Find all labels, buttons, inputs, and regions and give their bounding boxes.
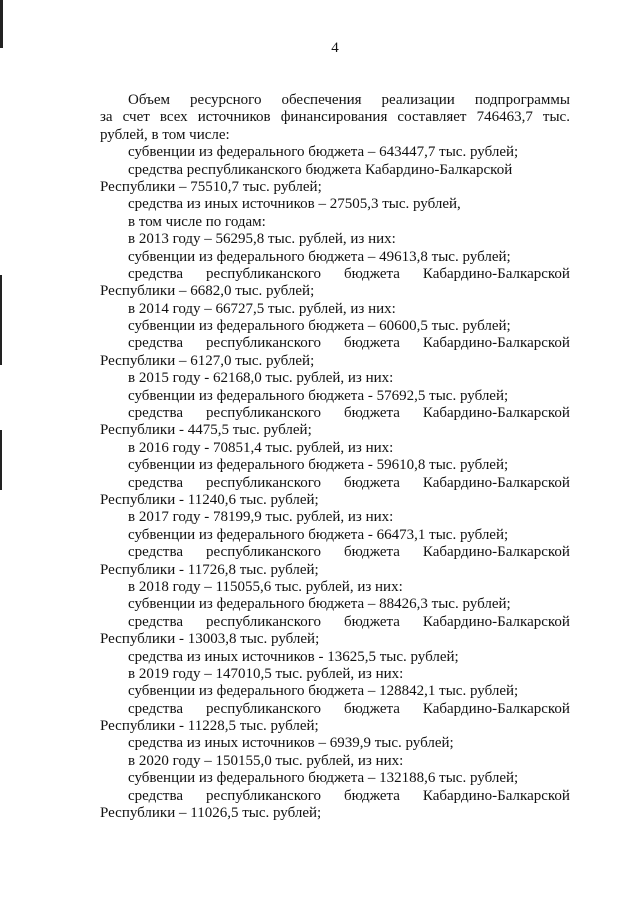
text-word: за: [100, 109, 113, 126]
text-line: в 2020 году – 150155,0 тыс. рублей, из них:: [128, 752, 404, 769]
text-word: республиканского: [206, 613, 321, 630]
text-line: средства республиканского бюджета Кабардино-Балкарской: [128, 161, 513, 178]
text-word: ресурсного: [189, 92, 262, 108]
text-line: [100, 405, 570, 422]
text-word: Кабардино-Балкарской: [422, 335, 570, 352]
text-line: Республики - 11726,8 тыс. рублей;: [100, 561, 319, 578]
text-line: субвенции из федерального бюджета – 60600,5 тыс. рублей;: [128, 318, 511, 335]
text-line: [100, 335, 570, 352]
text-word: бюджета: [343, 405, 400, 422]
text-word: тыс.: [542, 109, 570, 126]
text-word: республиканского: [206, 405, 321, 422]
text-word: Кабардино-Балкарской: [422, 544, 570, 561]
text-line: средства из иных источников - 13625,5 тыс. рублей;: [128, 648, 459, 665]
text-word: республиканского: [206, 265, 321, 282]
text-word: обеспечения: [281, 92, 362, 108]
text-line: субвенции из федерального бюджета – 49613,8 тыс. рублей;: [128, 248, 511, 265]
text-word: республиканского: [206, 544, 321, 561]
text-word: всех: [159, 109, 188, 126]
text-line: субвенции из федерального бюджета – 643447,7 тыс. рублей;: [128, 144, 519, 161]
text-line: средства из иных источников – 27505,3 тыс. рублей,: [128, 196, 461, 213]
text-line: Республики - 11228,5 тыс. рублей;: [100, 718, 319, 735]
text-word: бюджета: [343, 544, 400, 561]
text-word: подпрограммы: [474, 92, 570, 108]
text-word: средства: [128, 700, 184, 717]
text-line: в 2018 году – 115055,6 тыс. рублей, из них:: [128, 578, 403, 595]
text-line: Республики – 11026,5 тыс. рублей;: [100, 805, 322, 822]
text-line: субвенции из федерального бюджета – 128842,1 тыс. рублей;: [128, 683, 519, 700]
text-word: средства: [128, 474, 184, 491]
text-word: Кабардино-Балкарской: [422, 474, 570, 491]
text-line: субвенции из федерального бюджета - 66473,1 тыс. рублей;: [128, 526, 509, 543]
text-word: бюджета: [343, 700, 400, 717]
text-word: средства: [128, 265, 184, 282]
text-word: средства: [128, 335, 184, 352]
text-line: в 2013 году – 56295,8 тыс. рублей, из них:: [128, 231, 396, 248]
text-word: республиканского: [206, 700, 321, 717]
text-line: [100, 614, 570, 631]
text-word: средства: [128, 544, 184, 561]
text-line: [100, 109, 570, 126]
text-word: Кабардино-Балкарской: [422, 700, 570, 717]
text-word: средства: [128, 787, 184, 804]
text-word: республиканского: [206, 787, 321, 804]
text-line: [100, 788, 570, 805]
text-line: субвенции из федерального бюджета – 132188,6 тыс. рублей;: [128, 770, 519, 787]
scan-edge-mark-middle: [0, 275, 2, 365]
text-word: счет: [122, 109, 150, 126]
text-line: рублей, в том числе:: [100, 126, 230, 143]
text-line: Республики – 75510,7 тыс. рублей;: [100, 178, 322, 195]
scan-edge-mark-lower: [0, 430, 2, 490]
text-line: в 2017 году - 78199,9 тыс. рублей, из них:: [128, 509, 394, 526]
text-line: [100, 266, 570, 283]
text-line: в 2015 году - 62168,0 тыс. рублей, из них:: [128, 370, 394, 387]
text-word: бюджета: [343, 474, 400, 491]
text-word: Кабардино-Балкарской: [422, 613, 570, 630]
text-line: Республики – 6127,0 тыс. рублей;: [100, 352, 315, 369]
text-word: бюджета: [343, 335, 400, 352]
text-line: [100, 701, 570, 718]
text-line: субвенции из федерального бюджета - 57692,5 тыс. рублей;: [128, 387, 509, 404]
text-word: Кабардино-Балкарской: [422, 265, 570, 282]
text-word: Объем: [128, 92, 170, 108]
text-line: Республики - 4475,5 тыс. рублей;: [100, 422, 312, 439]
text-word: бюджета: [343, 613, 400, 630]
text-line: субвенции из федерального бюджета - 59610,8 тыс. рублей;: [128, 457, 509, 474]
text-word: источников: [197, 109, 271, 126]
text-word: средства: [128, 613, 184, 630]
text-word: финансирования: [280, 109, 388, 126]
text-line: Республики - 11240,6 тыс. рублей;: [100, 491, 319, 508]
text-word: Кабардино-Балкарской: [422, 405, 570, 422]
text-line: в том числе по годам:: [128, 213, 266, 230]
text-word: Кабардино-Балкарской: [422, 787, 570, 804]
text-line: средства из иных источников – 6939,9 тыс. рублей;: [128, 735, 454, 752]
document-body: [100, 92, 570, 822]
text-word: бюджета: [343, 265, 400, 282]
page-number: 4: [331, 40, 339, 56]
text-line: Республики - 13003,8 тыс. рублей;: [100, 631, 320, 648]
text-word: 746463,7: [476, 109, 533, 126]
text-word: реализации: [381, 92, 455, 108]
text-word: бюджета: [343, 787, 400, 804]
text-line: субвенции из федерального бюджета – 88426,3 тыс. рублей;: [128, 596, 511, 613]
text-word: республиканского: [206, 335, 321, 352]
text-word: республиканского: [206, 474, 321, 491]
text-line: в 2019 году – 147010,5 тыс. рублей, из них:: [128, 665, 404, 682]
text-line: в 2014 году – 66727,5 тыс. рублей, из них:: [128, 300, 396, 317]
text-line: Республики – 6682,0 тыс. рублей;: [100, 283, 315, 300]
text-line: в 2016 году - 70851,4 тыс. рублей, из них:: [128, 439, 394, 456]
text-line: [100, 92, 570, 109]
text-line: [100, 544, 570, 561]
text-word: составляет: [397, 109, 467, 126]
text-word: средства: [128, 405, 184, 422]
text-line: [100, 475, 570, 492]
